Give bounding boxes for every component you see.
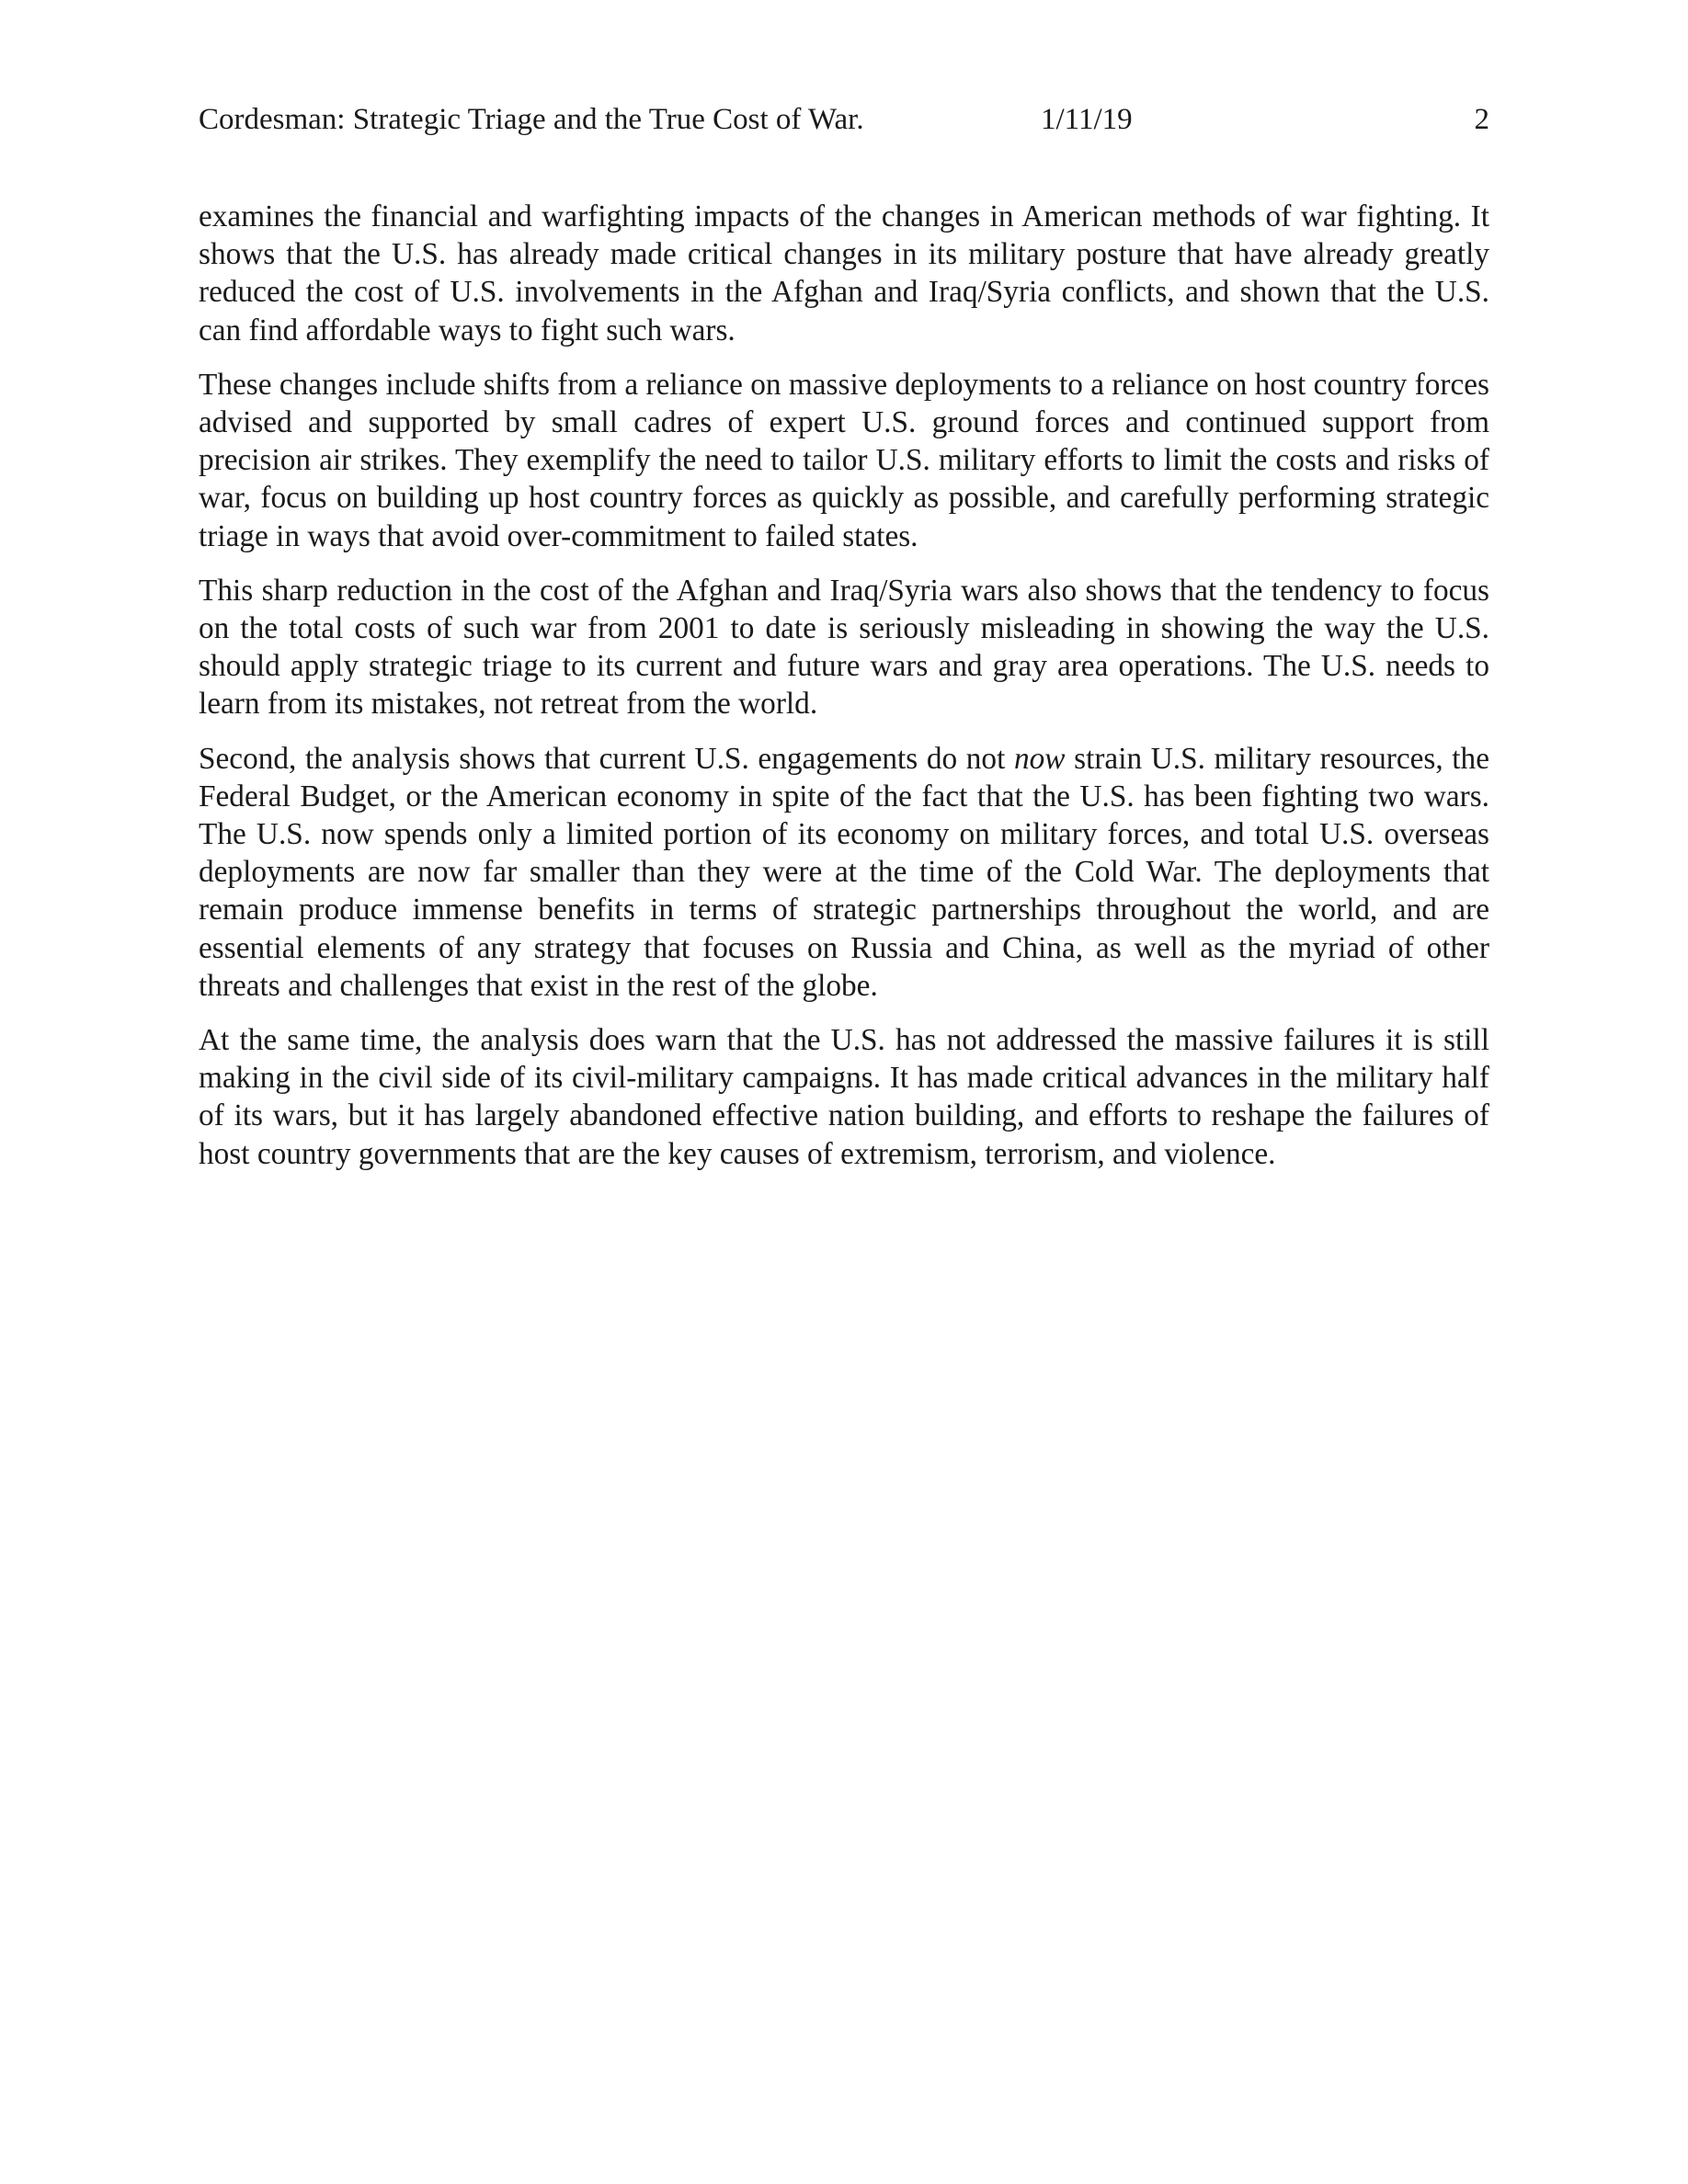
paragraph-4 bbox=[199, 740, 1489, 1005]
paragraph-2: These changes include shifts from a reliance on massive deployments to a reliance on host country forces advised and supported by small cadres of expert U.S. ground forces and continued support from precision air strikes. They exemplify the need to tailor U.S. military efforts to limit the costs and risks of war, focus on building up host country forces as quickly as possible, and carefully performing strategic triage in ways that avoid over-commitment to failed states. bbox=[199, 367, 1489, 553]
header-date: 1/11/19 bbox=[1041, 103, 1133, 136]
page-number: 2 bbox=[1474, 103, 1489, 136]
paragraph-4-end: strain U.S. military resources, the Federal Budget, or the American economy in spite of the fact that the U.S. has been fighting two wars. The U.S. now spends only a limited portion of its economy on military forces, and total U.S. overseas deployments are now far smaller than they were at the time of the Cold War. The deployments that remain produce immense benefits in terms of strategic partnerships throughout the world, and are essential elements of any strategy that focuses on Russia and China, as well as the myriad of other threats and challenges that exist in the rest of the globe. bbox=[199, 741, 1489, 1003]
page-header bbox=[199, 99, 1489, 140]
paragraph-3: This sharp reduction in the cost of the Afghan and Iraq/Syria wars also shows that the tendency to focus on the total costs of such war from 2001 to date is seriously misleading in showing the way the U.S. should apply strategic triage to its current and future wars and gray area operations. The U.S. needs to learn from its mistakes, not retreat from the world. bbox=[199, 573, 1489, 722]
paragraph-4-start: Second, the analysis shows that current U.S. engagements do not bbox=[199, 741, 1014, 776]
paragraph-5: At the same time, the analysis does warn that the U.S. has not addressed the massive failures it is still making in the civil side of its civil-military campaigns. It has made critical advances in the military half of its wars, but it has largely abandoned effective nation building, and efforts to reshape the failures of host country governments that are the key causes of extremism, terrorism, and violence. bbox=[199, 1023, 1489, 1171]
paragraph-1: examines the financial and warfighting impacts of the changes in American methods of war fighting. It shows that the U.S. has already made critical changes in its military posture that have already greatly reduced the cost of U.S. involvements in the Afghan and Iraq/Syria conflicts, and shown that the U.S. can find affordable ways to fight such wars. bbox=[199, 199, 1489, 347]
emphasized-word: now bbox=[1013, 741, 1066, 776]
body-text bbox=[199, 198, 1489, 1189]
running-title: Cordesman: Strategic Triage and the True Cost of War. bbox=[199, 103, 864, 136]
